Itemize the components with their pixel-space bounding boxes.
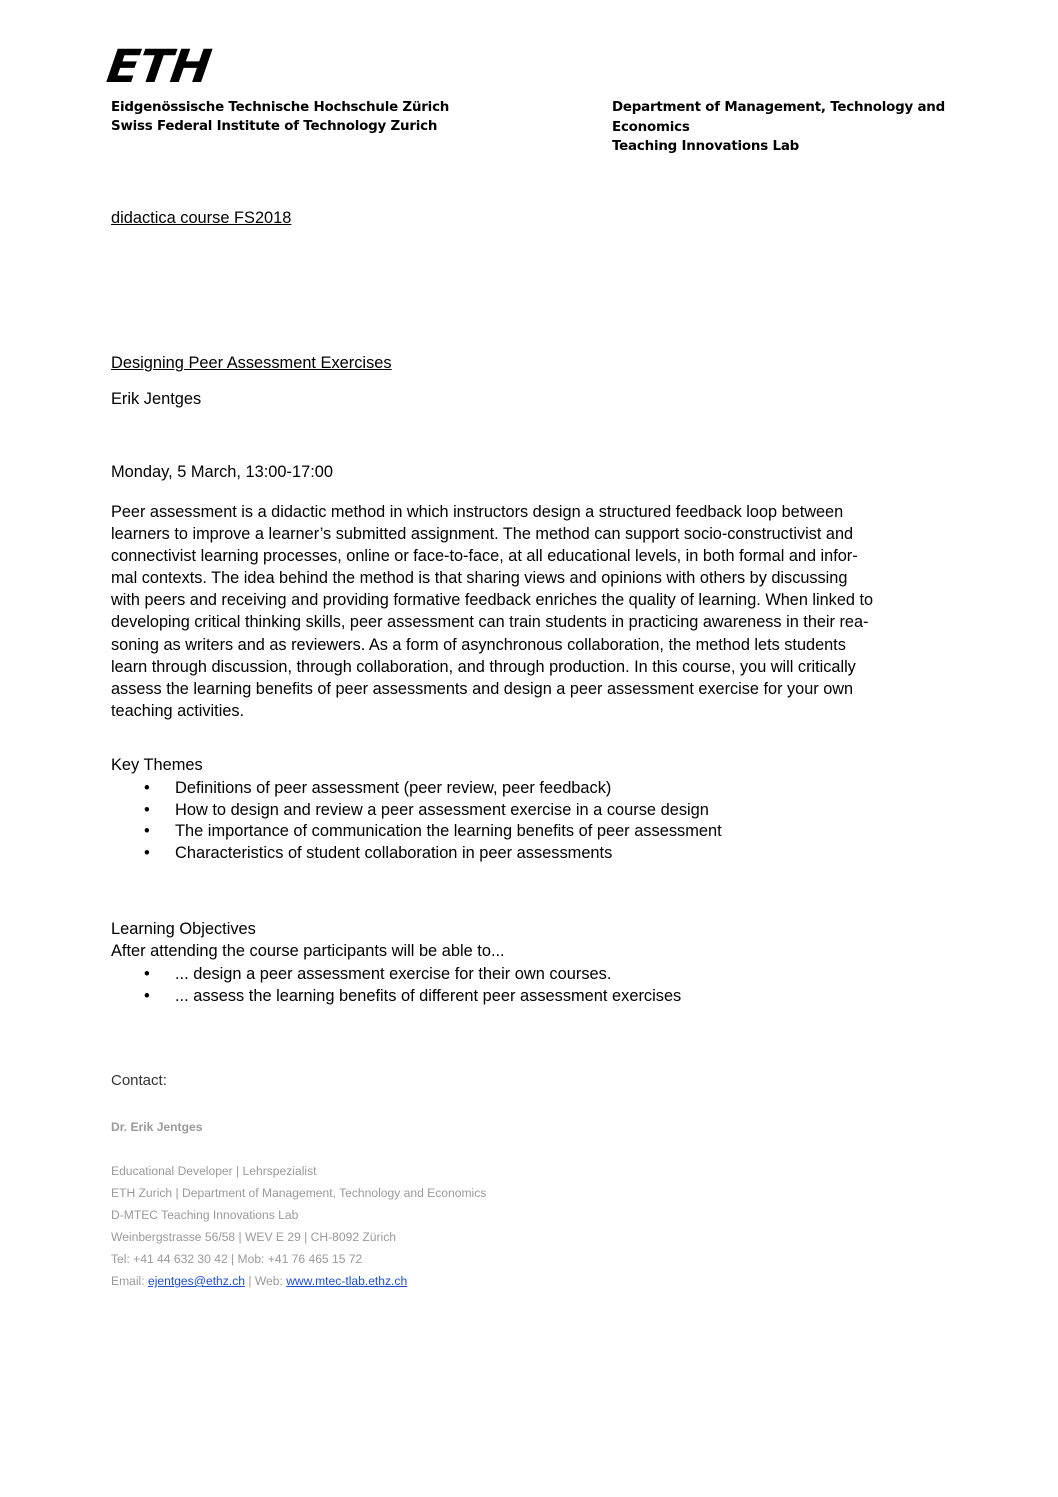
learning-objectives-intro: After attending the course participants will be able to... xyxy=(111,942,505,960)
description-line: assess the learning benefits of peer assessments and design a peer assessment exercise for your own xyxy=(111,679,854,698)
list-item xyxy=(111,843,722,865)
learning-objectives-list xyxy=(111,964,681,1007)
list-item xyxy=(111,986,681,1008)
contact-role: Educational Developer | Lehrspezialist xyxy=(111,1164,317,1178)
description-line: teaching activities. xyxy=(111,701,245,720)
description-line: soning as writers and as reviewers. As a form of asynchronous collaboration, the method lets students xyxy=(111,635,846,654)
contact-phone: Tel: +41 44 632 30 42 | Mob: +41 76 465 15 72 xyxy=(111,1252,363,1266)
list-item xyxy=(111,821,722,843)
contact-name: Dr. Erik Jentges xyxy=(111,1120,203,1134)
bullet-icon: • xyxy=(144,965,150,983)
bullet-icon: • xyxy=(144,779,150,797)
instructor-name: Erik Jentges xyxy=(111,390,202,408)
email-label: Email: xyxy=(111,1274,148,1288)
description-line: connectivist learning processes, online or face-to-face, at all educational levels, in both formal and infor- xyxy=(111,547,858,566)
bullet-icon: • xyxy=(144,800,150,819)
description-line: developing critical thinking skills, peer assessment can train students in practicing awareness in their rea- xyxy=(111,613,869,632)
website-link[interactable]: www.mtec-tlab.ethz.ch xyxy=(286,1274,408,1288)
description-line: with peers and receiving and providing formative feedback enriches the quality of learning. When linked to xyxy=(111,591,874,610)
course-series: didactica course FS2018 xyxy=(111,209,292,227)
department-line-2: Economics xyxy=(612,119,690,135)
email-link[interactable]: ejentges@ethz.ch xyxy=(147,1274,245,1288)
list-item-text: Characteristics of student collaboration in peer assessments xyxy=(175,844,613,863)
description-line: learn through discussion, through collaboration, and through production. In this course, you will critically xyxy=(111,657,856,676)
institution-name xyxy=(111,98,449,136)
lab-name: Teaching Innovations Lab xyxy=(612,139,800,154)
description-line: Peer assessment is a didactic method in which instructors design a structured feedback loop between xyxy=(111,503,844,521)
institution-name-english: Swiss Federal Institute of Technology Zurich xyxy=(111,119,438,134)
list-item-text: ... assess the learning benefits of different peer assessment exercises xyxy=(175,986,682,1005)
course-description xyxy=(111,501,951,722)
eth-logo: ETH xyxy=(103,40,214,94)
description-line: mal contexts. The idea behind the method is that sharing views and opinions with others by discussing xyxy=(111,569,848,588)
list-item-text: The importance of communication the learning benefits of peer assessment xyxy=(175,822,722,841)
key-themes-heading: Key Themes xyxy=(111,756,203,774)
department-block xyxy=(612,98,952,157)
list-item-text: Definitions of peer assessment (peer review, peer feedback) xyxy=(175,779,612,797)
contact-email-web xyxy=(111,1274,407,1288)
bullet-icon: • xyxy=(144,844,150,863)
institution-name-german: Eidgenössische Technische Hochschule Zürich xyxy=(111,100,450,115)
key-themes-list xyxy=(111,778,722,865)
learning-objectives-heading: Learning Objectives xyxy=(111,920,256,938)
web-label: | Web: xyxy=(244,1274,287,1288)
bullet-icon: • xyxy=(144,986,150,1005)
bullet-icon: • xyxy=(144,822,150,841)
list-item xyxy=(111,964,681,986)
list-item xyxy=(111,800,722,822)
description-line: learners to improve a learner’s submitted assignment. The method can support socio-constructivist and xyxy=(111,525,854,544)
department-line-1: Department of Management, Technology and xyxy=(612,100,946,115)
contact-lab: D-MTEC Teaching Innovations Lab xyxy=(111,1208,299,1222)
list-item-text: How to design and review a peer assessment exercise in a course design xyxy=(175,800,709,819)
contact-label: Contact: xyxy=(111,1072,167,1089)
contact-address: Weinbergstrasse 56/58 | WEV E 29 | CH-8092 Zürich xyxy=(111,1230,397,1244)
course-date-time: Monday, 5 March, 13:00-17:00 xyxy=(111,463,334,481)
contact-organization: ETH Zurich | Department of Management, Technology and Economics xyxy=(111,1186,487,1200)
course-title: Designing Peer Assessment Exercises xyxy=(111,354,392,372)
list-item xyxy=(111,778,722,800)
list-item-text: ... design a peer assessment exercise for their own courses. xyxy=(175,965,612,983)
